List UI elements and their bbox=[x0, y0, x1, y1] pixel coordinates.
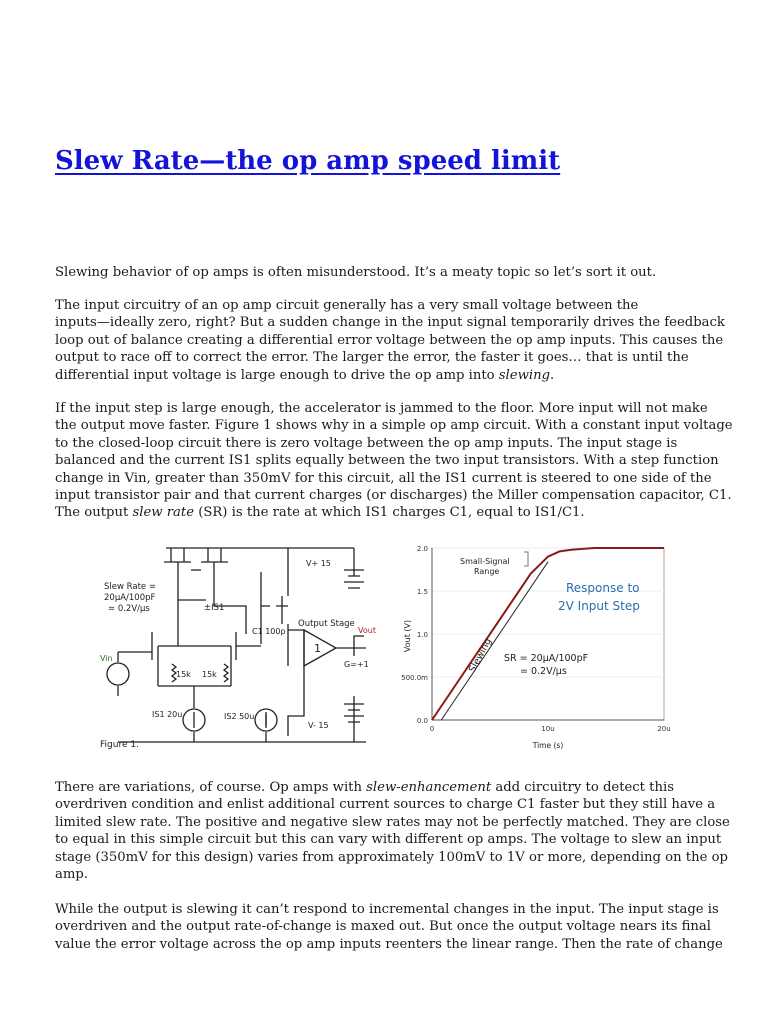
text-line: overdriven condition and enlist additional current sources to charge C1 faster but they still have a bbox=[55, 797, 716, 813]
text-line: loop out of balance creating a differential error voltage between the op amp inputs. This causes the bbox=[55, 332, 724, 348]
small-signal-bracket bbox=[524, 552, 528, 566]
is1-mid-label: ±IS1 bbox=[204, 603, 225, 613]
slew-rate-note-line: 20μA/100pF bbox=[104, 593, 156, 603]
text-line: to equal in this simple circuit but this can vary with different op amps. The voltage to slew an input bbox=[55, 832, 722, 848]
vminus-label: V- 15 bbox=[308, 721, 329, 730]
response-annotation: Response to bbox=[566, 581, 640, 595]
small-signal-annotation: Small-Signal bbox=[460, 557, 510, 566]
x-axis-label: Time (s) bbox=[532, 741, 564, 750]
emphasis-slewing: slewing bbox=[498, 367, 551, 383]
vout-label: Vout bbox=[358, 626, 376, 635]
figure-1 bbox=[96, 536, 676, 752]
text-line: stage (350mV for this design) varies from approximately 100mV to 1V or more, depending on the op bbox=[55, 849, 728, 865]
sr-annotation: SR = 20μA/100pF bbox=[504, 653, 589, 664]
text-line: inputs—ideally zero, right? But a sudden change in the input signal temporarily drives the feedback bbox=[55, 315, 725, 331]
output-stage-label: Output Stage bbox=[298, 619, 355, 629]
y-axis-label: Vout (V) bbox=[403, 619, 412, 653]
is1-source-label: IS1 20u bbox=[152, 710, 183, 719]
text-line: limited slew rate. The positive and negative slew rates may not be perfectly matched. They are close bbox=[55, 814, 730, 830]
y-tick-label: 1.5 bbox=[416, 588, 428, 596]
text-line: the output move faster. Figure 1 shows why in a simple op amp circuit. With a constant input voltage bbox=[55, 418, 733, 434]
vin-label: Vin bbox=[100, 654, 113, 663]
y-tick-label: 0.0 bbox=[416, 717, 428, 725]
text-line: While the output is slewing it can’t respond to incremental changes in the input. The input stage is bbox=[55, 902, 719, 917]
slew-rate-note-line: = 0.2V/μs bbox=[108, 604, 150, 614]
resistor-label: 15k bbox=[176, 670, 191, 679]
paragraph-slewing-output bbox=[55, 901, 723, 953]
x-tick-label: 0 bbox=[429, 725, 435, 733]
emphasis-slew-rate: slew rate bbox=[132, 505, 194, 521]
text-line: value the error voltage across the op amp inputs reenters the linear range. Then the rate of change bbox=[55, 936, 723, 952]
vplus-label: V+ 15 bbox=[306, 559, 331, 568]
text-fragment: (SR) is the rate at which IS1 charges C1, equal to IS1/C1. bbox=[194, 505, 585, 521]
small-signal-annotation: Range bbox=[474, 567, 500, 576]
schematic-labels bbox=[100, 559, 376, 750]
x-tick-label: 10u bbox=[541, 725, 555, 733]
text-line: overdriven and the output rate-of-change is maxed out. But once the output voltage nears its final bbox=[55, 919, 711, 935]
text-fragment: . bbox=[550, 367, 555, 383]
emphasis-slew-enhancement: slew-enhancement bbox=[366, 780, 492, 795]
text-line: input transistor pair and that current charges (or discharges) the Miller compensation capacitor, C1. bbox=[55, 488, 732, 504]
text-line bbox=[55, 779, 715, 796]
text-fragment: add circuitry to detect this bbox=[491, 780, 674, 795]
paragraph-input-step bbox=[55, 400, 733, 522]
text-line: Slewing behavior of op amps is often misunderstood. It’s a meaty topic so let’s sort it out. bbox=[55, 265, 657, 280]
gain-label: G=+1 bbox=[344, 660, 369, 669]
buffer-gain-label: 1 bbox=[314, 642, 321, 655]
response-annotation: 2V Input Step bbox=[558, 599, 640, 613]
text-fragment: There are variations, of course. Op amps with bbox=[55, 780, 367, 795]
text-line: to the closed-loop circuit there is zero voltage between the op amp inputs. The input stage is bbox=[55, 435, 678, 451]
text-line: change in Vin, greater than 350mV for this circuit, all the IS1 current is steered to one side of the bbox=[55, 470, 712, 486]
y-tick-label: 1.0 bbox=[416, 631, 428, 639]
text-line: amp. bbox=[55, 867, 89, 883]
slew-chart bbox=[401, 545, 671, 750]
text-line bbox=[55, 367, 715, 384]
text-line: If the input step is large enough, the accelerator is jammed to the floor. More input will not make bbox=[55, 401, 708, 416]
paragraph-intro bbox=[55, 264, 715, 281]
text-line bbox=[55, 504, 715, 521]
text-line: balanced and the current IS1 splits equally between the two input transistors. With a step function bbox=[55, 453, 719, 469]
slew-asymptote-line bbox=[441, 562, 548, 720]
x-tick-label: 20u bbox=[657, 725, 671, 733]
is2-source-label: IS2 50u bbox=[224, 712, 255, 721]
slewing-annotation: Slewing bbox=[466, 636, 495, 675]
resistor-label: 15k bbox=[202, 670, 217, 679]
sr-annotation: = 0.2V/μs bbox=[520, 666, 567, 677]
figure-caption: Figure 1. bbox=[100, 740, 139, 750]
text-fragment: differential input voltage is large enough to drive the op amp into bbox=[55, 367, 499, 383]
text-line: The input circuitry of an op amp circuit generally has a very small voltage between the bbox=[55, 298, 639, 313]
paragraph-input-circuitry bbox=[55, 297, 725, 384]
y-tick-label: 2.0 bbox=[416, 545, 428, 553]
slew-rate-note-line: Slew Rate = bbox=[104, 582, 156, 592]
page-title[interactable]: Slew Rate—the op amp speed limit bbox=[55, 146, 561, 176]
paragraph-variations bbox=[55, 779, 730, 883]
text-line: output to race off to correct the error. The larger the error, the faster it goes… that is until the bbox=[55, 350, 689, 366]
c1-label: C1 100p bbox=[252, 627, 286, 636]
text-fragment: The output bbox=[55, 505, 133, 521]
y-tick-label: 500.0m bbox=[401, 674, 428, 682]
